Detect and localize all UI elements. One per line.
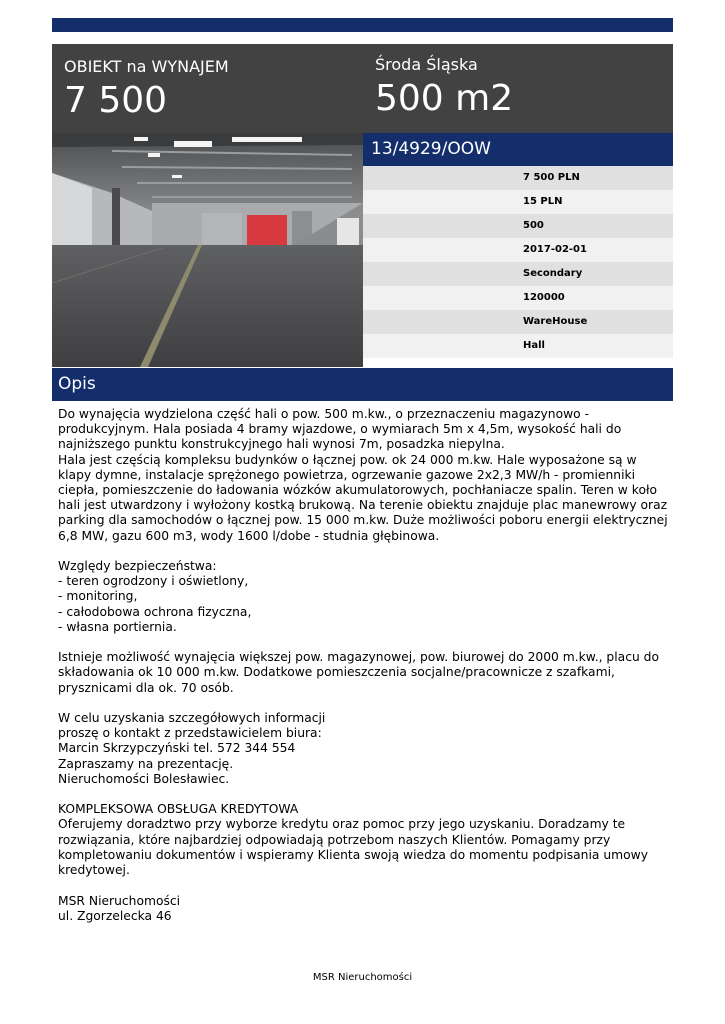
detail-row: 120000 <box>363 286 673 310</box>
reference-number: 13/4929/OOW <box>363 133 673 166</box>
area-value: 500 m2 <box>375 78 514 119</box>
top-accent-bar <box>52 18 673 32</box>
footer-text: MSR Nieruchomości <box>312 972 413 983</box>
price-value: 7 500 <box>64 80 168 121</box>
detail-row: 500 <box>363 214 673 238</box>
description-text: Do wynajęcia wydzielona część hali o pow. 500 m.kw., o przeznaczeniu magazynowo - produkcyjnym. Hala posiada 4 bramy wjazdowe, o wymiarach 5m x 4,5m, wysokość hali do najniższego punktu konstrukcyjnego hali wynosi 7m, posadzka niepylna. Hala jest częścią kompleksu budynków o łącznej pow. ok 24 000 m.kw. Hale wyposażone są w klapy dymne, instalacje sprężonego powietrza, ogrzewanie gazowe 2x2,3 MW/h - promienniki ciepła, pomieszczenie do ładowania wózków akumulatorowych, pochłaniacze spalin. Teren w koło hali jest utwardzony i wyłożony kostką brukową. Na terenie obiektu znajduje plac manewrowy oraz parking dla samochodów o łącznej pow. 15 000 m.kw. Duże możliwości poboru energii elektrycznej 6,8 MW, gazu 600 m3, wody 1600 l/dobe - studnia głębinowa. Względy bezpieczeństwa: - teren ogrodzony i oświetlony, - monitoring, - całodobowa ochrona fizyczna, - własna portiernia. Istnieje możliwość wynajęcia większej pow. magazynowej, pow. biurowej do 2000 m.kw., placu do składowania ok 10 000 m.kw. Dodatkowe pomieszczenia socjalne/pracownicze z szafkami, prysznicami dla ok. 70 osób. W celu uzyskania szczegółowych informacji proszę o kontakt z przedstawicielem biura: Marcin Skrzypczyński tel. 572 344 554 Zapraszamy na prezentację. Nieruchomości Bolesławiec. KOMPLEKSOWA OBSŁUGA KREDYTOWA Oferujemy doradztwo przy wyborze kredytu oraz pomoc przy jego uzyskaniu. Doradzamy te rozwiązania, które najbardziej odpowiadają potrzebom naszych Klientów. Pomagamy przy kompletowaniu dokumentów i wspieramy Klienta swoją wiedza do momentu podpisania umowy kredytowej. MSR Nieruchomości ul. Zgorzelecka 46 <box>58 407 668 923</box>
detail-row: WareHouse <box>363 310 673 334</box>
offer-type-label: OBIEKT na WYNAJEM <box>64 57 229 76</box>
header-right <box>375 54 513 120</box>
details-table <box>363 166 673 358</box>
header-left <box>64 56 229 122</box>
detail-row: 2017-02-01 <box>363 238 673 262</box>
detail-row: Secondary <box>363 262 673 286</box>
detail-row: 15 PLN <box>363 190 673 214</box>
property-photo <box>52 133 363 367</box>
detail-row: 7 500 PLN <box>363 166 673 190</box>
location-label: Środa Śląska <box>375 55 478 74</box>
listing-header <box>52 44 673 133</box>
detail-row: Hall <box>363 334 673 358</box>
description-heading: Opis <box>52 368 673 401</box>
